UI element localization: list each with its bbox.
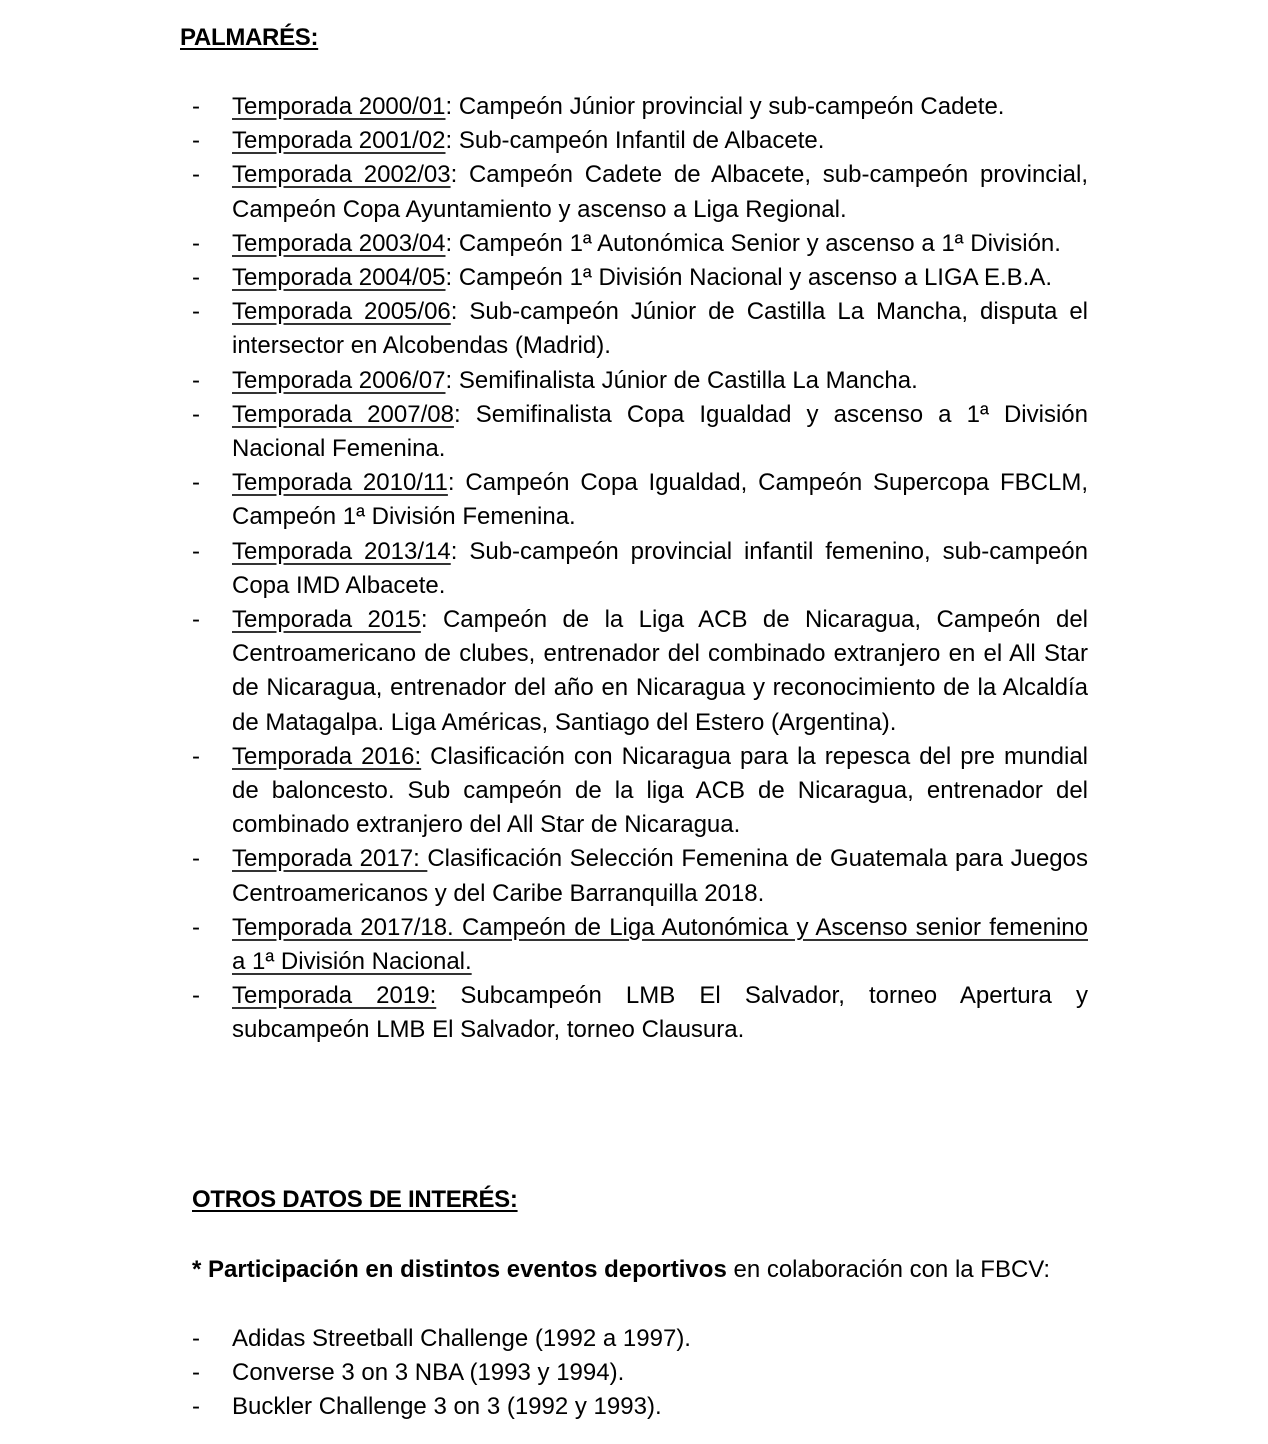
separator: :	[445, 264, 453, 292]
separator: :	[445, 366, 453, 394]
bullet-dash: -	[192, 229, 200, 257]
season-label: Temporada 2000/01	[232, 93, 446, 120]
list-item	[192, 398, 1088, 466]
intro-rest: en colaboración con la FBCV:	[726, 1256, 1051, 1283]
season-label: Temporada 2016:	[232, 742, 422, 770]
season-label: Temporada 2003/04	[232, 229, 446, 257]
season-text: Campeón Copa Igualdad, Campeón Supercopa FBCLM, Campeón 1ª División Femenina.	[232, 469, 1088, 531]
separator: :	[453, 400, 461, 428]
separator: :	[450, 537, 458, 565]
separator: :	[445, 93, 453, 120]
season-label: Temporada 2010/11	[232, 469, 448, 497]
list-item	[192, 842, 1088, 910]
bullet-dash: -	[192, 982, 200, 1010]
list-item	[192, 364, 1088, 398]
bullet-dash: -	[192, 606, 200, 634]
bullet-dash: -	[192, 127, 200, 155]
list-item	[192, 158, 1088, 226]
season-label: Temporada 2006/07	[232, 366, 446, 394]
separator: :	[445, 127, 453, 155]
list-item	[192, 261, 1088, 295]
separator: :	[420, 606, 428, 634]
bullet-dash: -	[192, 366, 200, 394]
separator: :	[445, 229, 453, 257]
season-text: Campeón Cadete de Albacete, sub-campeón provincial, Campeón Copa Ayuntamiento y ascenso a Liga Regional.	[232, 161, 1088, 223]
separator: :	[450, 298, 458, 326]
season-text: Sub-campeón Infantil de Albacete.	[452, 127, 825, 155]
list-item	[192, 227, 1088, 261]
bullet-dash: -	[192, 742, 200, 770]
season-text: Semifinalista Copa Igualdad y ascenso a 1ª División Nacional Femenina.	[232, 400, 1088, 463]
season-text: Clasificación con Nicaragua para la repesca del pre mundial de baloncesto. Sub campeón de la liga ACB de Nicaragua, entrenador del combinado extranjero del All Star de Nicaragua.	[232, 742, 1088, 839]
season-text: Sub-campeón provincial infantil femenino, sub-campeón Copa IMD Albacete.	[232, 537, 1088, 599]
bullet-dash: -	[192, 1325, 200, 1352]
bullet-dash: -	[192, 469, 200, 497]
intro-bold: * Participación en distintos eventos deportivos	[192, 1256, 727, 1283]
list-item	[192, 1356, 1088, 1390]
season-text: Sub-campeón Júnior de Castilla La Mancha, disputa el intersector en Alcobendas (Madrid).	[232, 298, 1089, 360]
list-item	[192, 740, 1088, 843]
bullet-dash: -	[192, 161, 200, 189]
season-label: Temporada 2015	[232, 606, 421, 634]
bullet-dash: -	[192, 537, 200, 565]
season-label: Temporada 2017/18. Campeón de Liga Autonómica y Ascenso senior femenino a 1ª División Nacional.	[232, 913, 1088, 976]
season-label: Temporada 2002/03	[232, 161, 451, 189]
bullet-dash: -	[192, 913, 200, 941]
bullet-dash: -	[192, 845, 200, 873]
separator: :	[450, 161, 458, 189]
season-text: Campeón 1ª Autonómica Senior y ascenso a 1ª División.	[452, 229, 1061, 257]
list-item	[192, 1390, 1088, 1424]
season-label: Temporada 2007/08	[232, 400, 454, 428]
bullet-dash: -	[192, 1393, 200, 1421]
season-text: Campeón 1ª División Nacional y ascenso a LIGA E.B.A.	[452, 264, 1053, 292]
list-item	[192, 979, 1088, 1047]
event-text: Converse 3 on 3 NBA (1993 y 1994).	[232, 1359, 625, 1387]
list-item	[192, 90, 1088, 124]
event-text: Adidas Streetball Challenge (1992 a 1997).	[232, 1325, 691, 1352]
season-label: Temporada 2017:	[232, 845, 428, 873]
palmares-heading: PALMARÉS:	[180, 24, 319, 51]
season-text: Campeón Júnior provincial y sub-campeón Cadete.	[452, 93, 1005, 120]
list-item	[192, 603, 1088, 740]
palmares-list	[192, 90, 1088, 1048]
list-item	[192, 124, 1088, 158]
list-item	[192, 911, 1088, 979]
list-item	[192, 1322, 1088, 1356]
events-list	[192, 1322, 1088, 1425]
season-label: Temporada 2001/02	[232, 127, 446, 155]
season-label: Temporada 2019:	[232, 982, 437, 1010]
otros-datos-heading: OTROS DATOS DE INTERÉS:	[192, 1186, 518, 1213]
season-text: Campeón de la Liga ACB de Nicaragua, Campeón del Centroamericano de clubes, entrenador del combinado extranjero en el All Star de Nicaragua, entrenador del año en Nicaragua y reconocimiento de la Alcaldía de Matagalpa. Liga Américas, Santiago del Estero (Argentina).	[232, 606, 1088, 736]
list-item	[192, 535, 1088, 603]
season-label: Temporada 2005/06	[232, 298, 451, 326]
bullet-dash: -	[192, 298, 200, 326]
bullet-dash: -	[192, 93, 200, 120]
bullet-dash: -	[192, 264, 200, 292]
list-item	[192, 466, 1088, 534]
season-label: Temporada 2013/14	[232, 537, 451, 565]
event-text: Buckler Challenge 3 on 3 (1992 y 1993).	[232, 1393, 662, 1421]
list-item	[192, 295, 1088, 363]
season-text: Subcampeón LMB El Salvador, torneo Apertura y subcampeón LMB El Salvador, torneo Clausura.	[232, 982, 1089, 1044]
season-text: Clasificación Selección Femenina de Guatemala para Juegos Centroamericanos y del Caribe Barranquilla 2018.	[232, 845, 1088, 907]
season-text: Semifinalista Júnior de Castilla La Mancha.	[452, 366, 918, 394]
bullet-dash: -	[192, 400, 200, 428]
season-label: Temporada 2004/05	[232, 264, 446, 292]
bullet-dash: -	[192, 1359, 200, 1387]
separator: :	[447, 469, 455, 497]
participation-intro	[192, 1253, 1088, 1287]
